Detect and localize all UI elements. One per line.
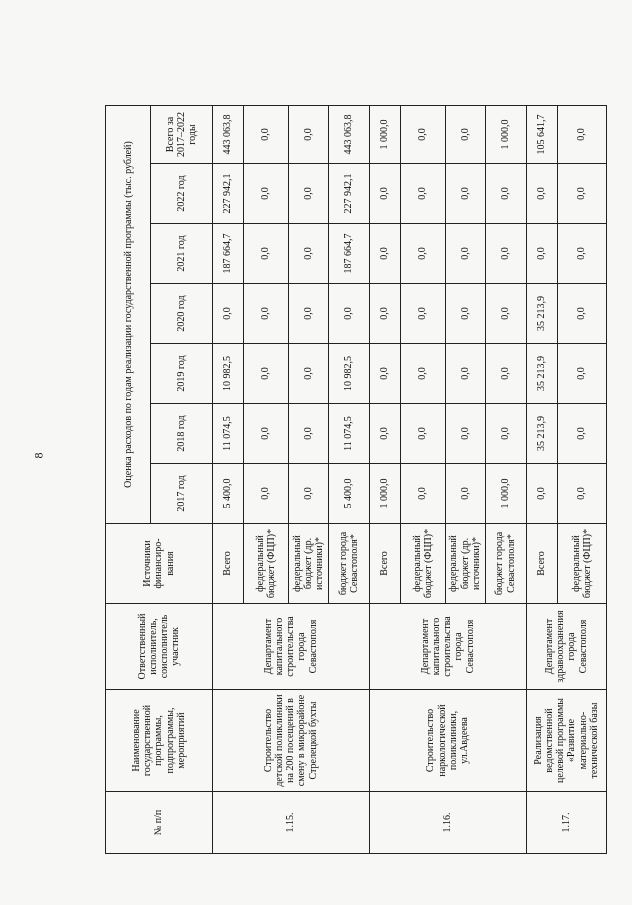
header-num: № п/п bbox=[106, 792, 213, 854]
value-cell: 187 664,7 bbox=[212, 224, 243, 284]
header-total: Всего за 2017–2022 годы bbox=[151, 105, 213, 163]
row-name: Строительство наркологической поликлиники, ул.Авдеева bbox=[369, 690, 526, 792]
source-label: Всего bbox=[369, 524, 400, 604]
value-cell: 10 982,5 bbox=[328, 344, 369, 404]
table-row bbox=[526, 105, 557, 853]
source-label: федеральный бюджет (ФЦП)* bbox=[557, 524, 606, 604]
source-label: бюджет города Севастополя* bbox=[328, 524, 369, 604]
value-cell: 0,0 bbox=[557, 164, 606, 224]
value-cell: 0,0 bbox=[557, 404, 606, 464]
value-cell: 5 400,0 bbox=[212, 464, 243, 524]
header-name: Наименование государственной программы, подпрограммы, мероприятий bbox=[106, 690, 213, 792]
value-cell: 0,0 bbox=[369, 224, 400, 284]
value-cell: 35 213,9 bbox=[526, 404, 557, 464]
value-cell: 35 213,9 bbox=[526, 284, 557, 344]
value-cell: 0,0 bbox=[212, 284, 243, 344]
row-name: Реализация ведомственной целевой программы «Развитие материально-технической базы bbox=[526, 690, 606, 792]
total-cell: 1 000,0 bbox=[485, 105, 526, 163]
value-cell: 11 074,5 bbox=[328, 404, 369, 464]
value-cell: 0,0 bbox=[557, 224, 606, 284]
value-cell: 0,0 bbox=[328, 284, 369, 344]
source-label: бюджет города Севастополя* bbox=[485, 524, 526, 604]
value-cell: 0,0 bbox=[445, 344, 485, 404]
value-cell: 5 400,0 bbox=[328, 464, 369, 524]
header-year: 2019 год bbox=[151, 344, 213, 404]
value-cell: 0,0 bbox=[289, 164, 329, 224]
value-cell: 1 000,0 bbox=[369, 464, 400, 524]
header-year: 2022 год bbox=[151, 164, 213, 224]
value-cell: 1 000,0 bbox=[485, 464, 526, 524]
total-cell: 0,0 bbox=[557, 105, 606, 163]
value-cell: 0,0 bbox=[243, 164, 288, 224]
value-cell: 187 664,7 bbox=[328, 224, 369, 284]
total-cell: 0,0 bbox=[289, 105, 329, 163]
source-label: Всего bbox=[526, 524, 557, 604]
total-cell: 443 063,8 bbox=[212, 105, 243, 163]
value-cell: 0,0 bbox=[243, 464, 288, 524]
header-year: 2021 год bbox=[151, 224, 213, 284]
row-executor: Департамент капитального строительства города Севастополя bbox=[212, 604, 369, 690]
value-cell: 0,0 bbox=[400, 164, 445, 224]
value-cell: 227 942,1 bbox=[328, 164, 369, 224]
value-cell: 0,0 bbox=[400, 224, 445, 284]
row-name: Строительство детской поликлиники на 200 посещений в смену в микрорайоне Стрелецкой бухты bbox=[212, 690, 369, 792]
table-row bbox=[212, 105, 243, 853]
total-cell: 1 000,0 bbox=[369, 105, 400, 163]
value-cell: 11 074,5 bbox=[212, 404, 243, 464]
row-number: 1.15. bbox=[212, 792, 369, 854]
source-label: федеральный бюджет (др. источники)* bbox=[289, 524, 329, 604]
value-cell: 0,0 bbox=[243, 404, 288, 464]
header-row-1 bbox=[106, 105, 151, 853]
value-cell: 35 213,9 bbox=[526, 344, 557, 404]
page-number: 8 bbox=[31, 452, 46, 459]
source-label: федеральный бюджет (ФЦП)* bbox=[400, 524, 445, 604]
row-number: 1.16. bbox=[369, 792, 526, 854]
header-estimate: Оценка расходов по годам реализации государственной программы (тыс. рублей) bbox=[106, 105, 151, 523]
value-cell: 0,0 bbox=[369, 344, 400, 404]
value-cell: 0,0 bbox=[400, 464, 445, 524]
value-cell: 0,0 bbox=[289, 224, 329, 284]
header-source: Источники финансиро-вания bbox=[106, 524, 213, 604]
value-cell: 0,0 bbox=[243, 344, 288, 404]
value-cell: 0,0 bbox=[485, 404, 526, 464]
header-executor: Ответственный исполнитель, соисполнитель участник bbox=[106, 604, 213, 690]
value-cell: 0,0 bbox=[445, 284, 485, 344]
value-cell: 0,0 bbox=[485, 224, 526, 284]
source-label: Всего bbox=[212, 524, 243, 604]
value-cell: 0,0 bbox=[485, 164, 526, 224]
value-cell: 0,0 bbox=[400, 284, 445, 344]
value-cell: 0,0 bbox=[289, 284, 329, 344]
value-cell: 0,0 bbox=[557, 284, 606, 344]
row-number: 1.17. bbox=[526, 792, 606, 854]
rotated-table-wrapper bbox=[105, 106, 607, 854]
total-cell: 105 641,7 bbox=[526, 105, 557, 163]
value-cell: 0,0 bbox=[557, 464, 606, 524]
source-label: федеральный бюджет (др. источники)* bbox=[445, 524, 485, 604]
source-label: федеральный бюджет (ФЦП)* bbox=[243, 524, 288, 604]
value-cell: 0,0 bbox=[369, 164, 400, 224]
value-cell: 0,0 bbox=[400, 404, 445, 464]
value-cell: 0,0 bbox=[445, 224, 485, 284]
value-cell: 0,0 bbox=[485, 284, 526, 344]
header-year: 2020 год bbox=[151, 284, 213, 344]
total-cell: 0,0 bbox=[243, 105, 288, 163]
budget-table bbox=[105, 105, 607, 854]
value-cell: 0,0 bbox=[243, 284, 288, 344]
value-cell: 0,0 bbox=[526, 464, 557, 524]
value-cell: 0,0 bbox=[445, 164, 485, 224]
table-row bbox=[369, 105, 400, 853]
value-cell: 0,0 bbox=[557, 344, 606, 404]
value-cell: 0,0 bbox=[485, 344, 526, 404]
value-cell: 10 982,5 bbox=[212, 344, 243, 404]
value-cell: 0,0 bbox=[243, 224, 288, 284]
total-cell: 443 063,8 bbox=[328, 105, 369, 163]
value-cell: 0,0 bbox=[289, 344, 329, 404]
value-cell: 0,0 bbox=[445, 464, 485, 524]
value-cell: 0,0 bbox=[289, 464, 329, 524]
value-cell: 0,0 bbox=[400, 344, 445, 404]
header-year: 2017 год bbox=[151, 464, 213, 524]
value-cell: 0,0 bbox=[526, 224, 557, 284]
row-executor: Департамент капитального строительства города Севастополя bbox=[369, 604, 526, 690]
value-cell: 0,0 bbox=[445, 404, 485, 464]
total-cell: 0,0 bbox=[445, 105, 485, 163]
row-executor: Департамент здравоохранения города Севастополя bbox=[526, 604, 606, 690]
header-year: 2018 год bbox=[151, 404, 213, 464]
value-cell: 0,0 bbox=[369, 284, 400, 344]
value-cell: 0,0 bbox=[289, 404, 329, 464]
value-cell: 227 942,1 bbox=[212, 164, 243, 224]
value-cell: 0,0 bbox=[526, 164, 557, 224]
value-cell: 0,0 bbox=[369, 404, 400, 464]
total-cell: 0,0 bbox=[400, 105, 445, 163]
